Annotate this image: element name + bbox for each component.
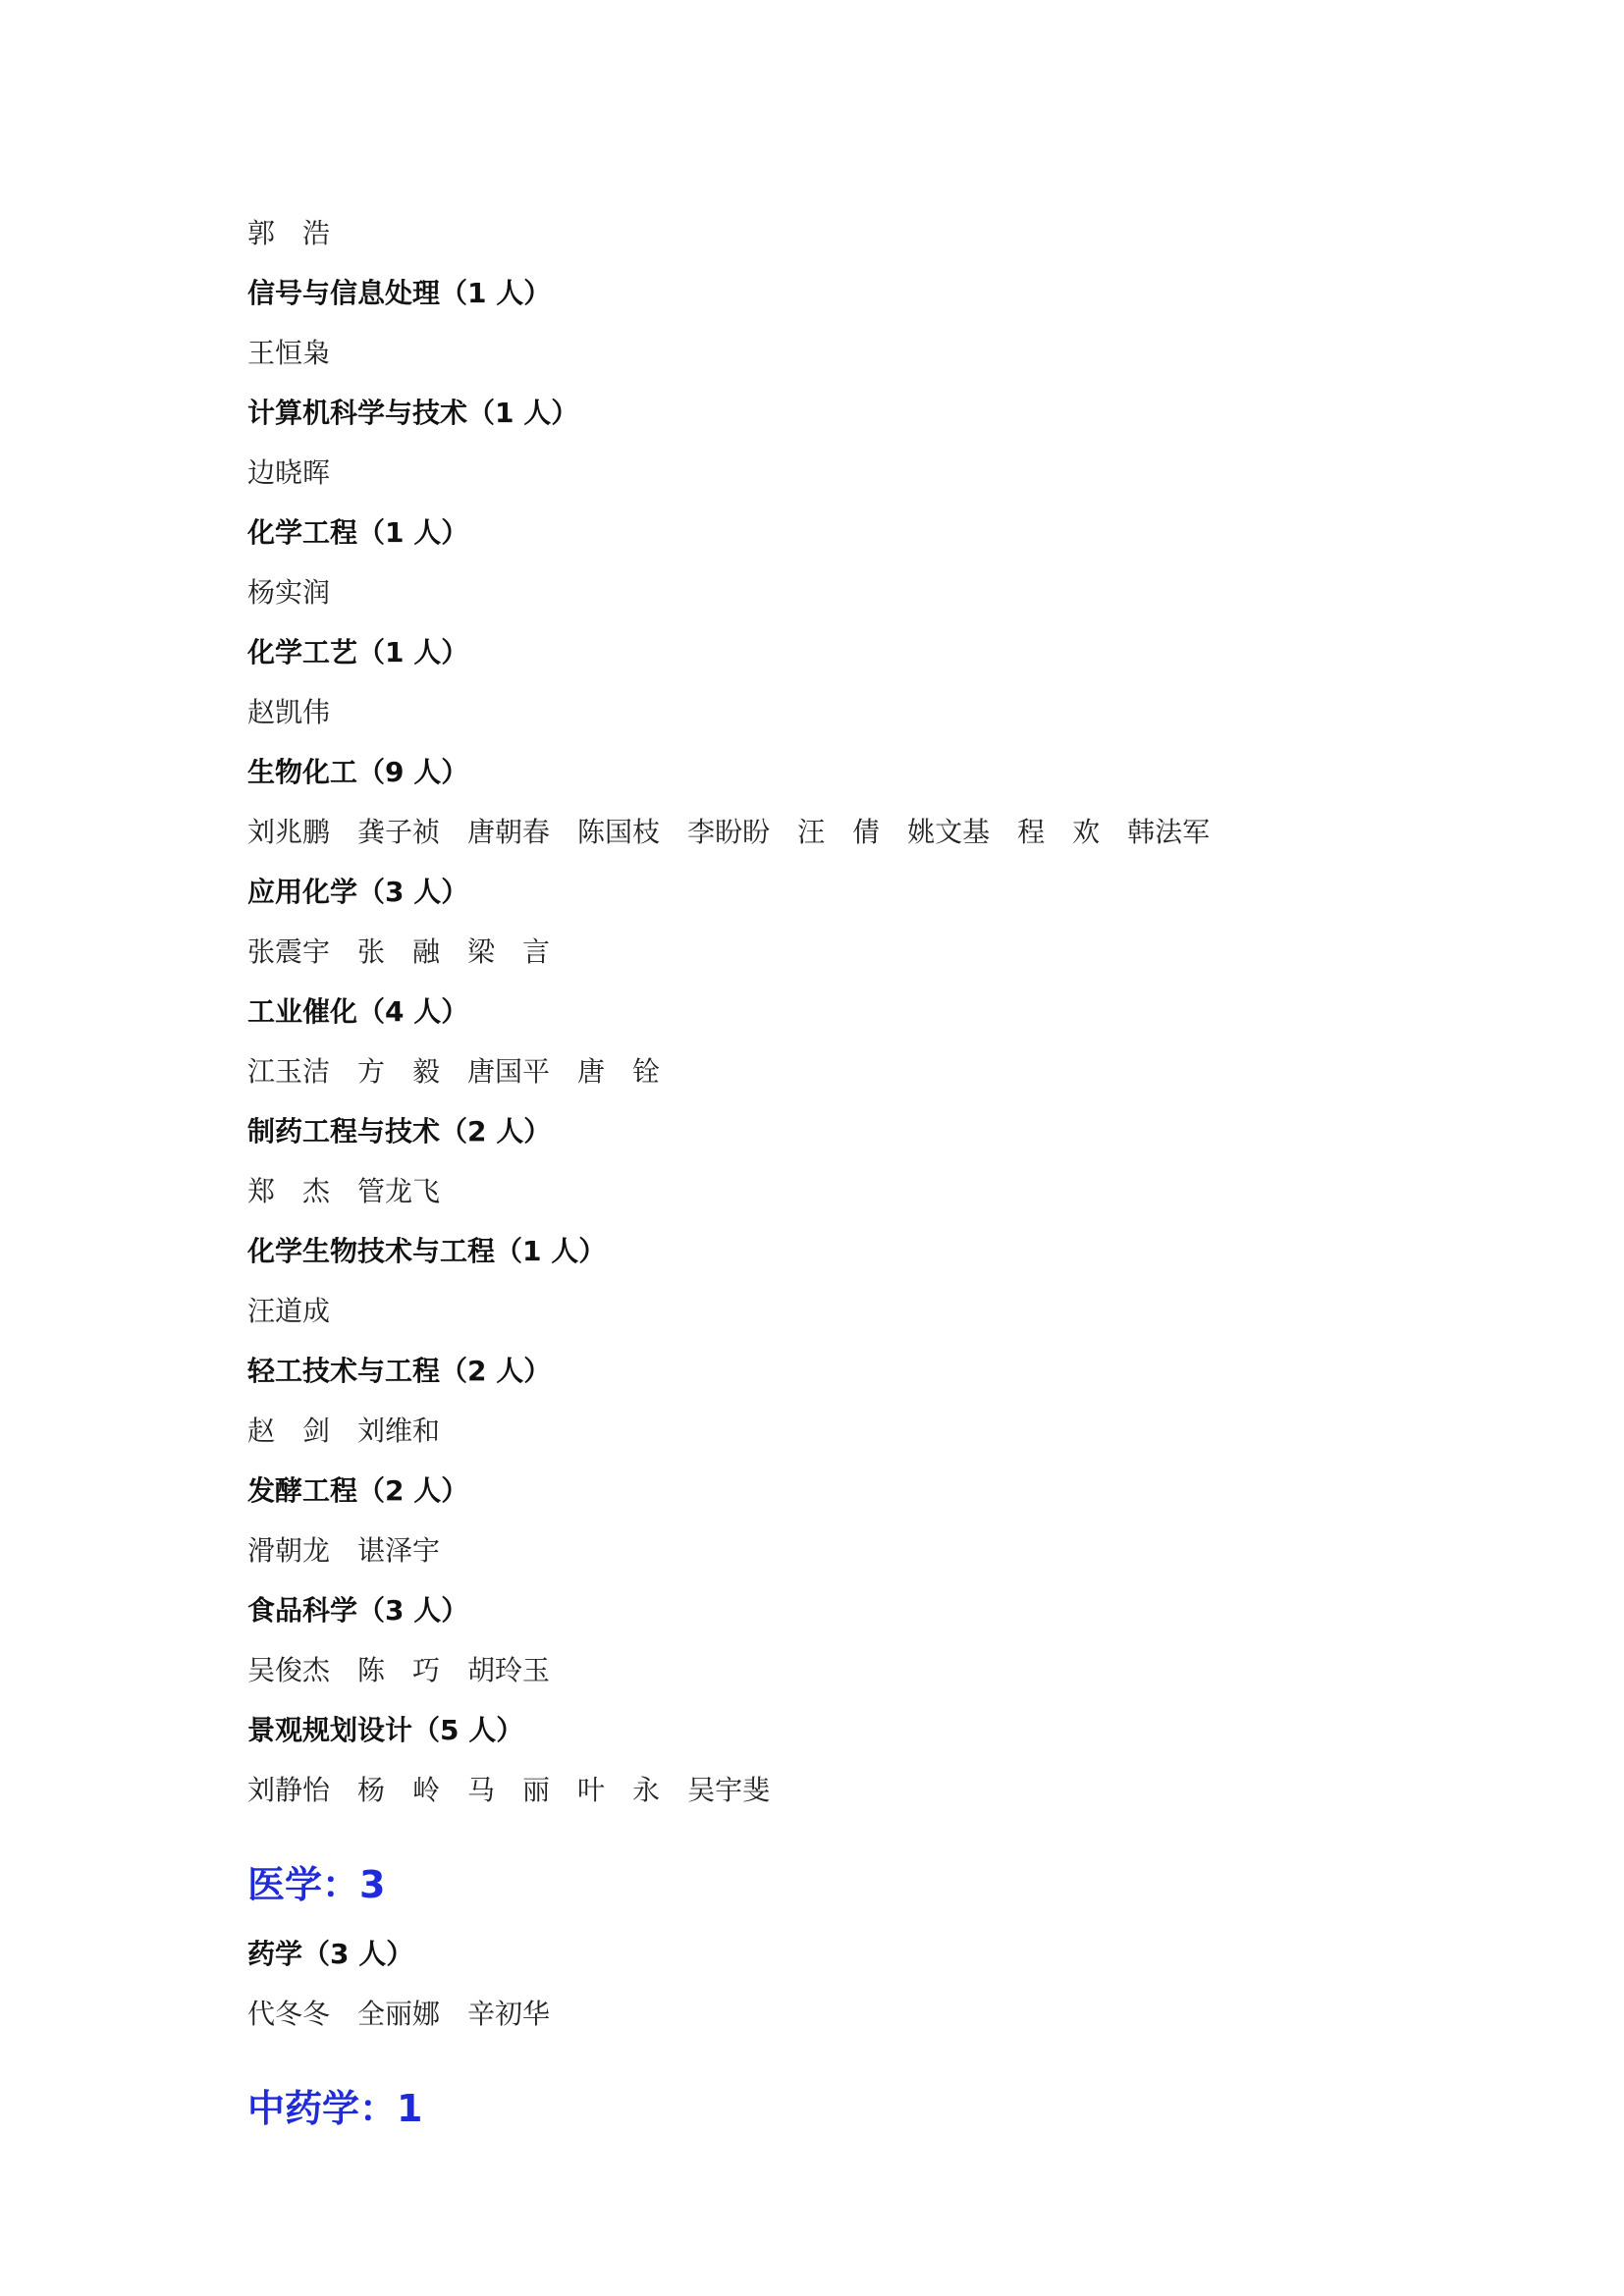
- person-name: 管龙飞: [357, 1174, 441, 1207]
- person-name: 姚文基: [907, 815, 991, 848]
- person-name: 方 毅: [357, 1054, 441, 1088]
- person-name: 张 融: [357, 934, 441, 968]
- person-name: 刘兆鹏: [247, 815, 331, 848]
- names-line: [247, 1519, 1426, 1578]
- major-heading: 计算机科学与技术（1 人）: [247, 396, 579, 429]
- person-name: 谌泽宇: [357, 1533, 441, 1567]
- major-heading: 化学工程（1 人）: [247, 515, 469, 549]
- major-heading: 信号与信息处理（1 人）: [247, 276, 552, 309]
- names-line: [247, 680, 1426, 740]
- person-name: 程 欢: [1017, 815, 1101, 848]
- person-name: 梁 言: [467, 934, 551, 968]
- person-name: 韩法军: [1127, 815, 1211, 848]
- names-line: [247, 1159, 1426, 1219]
- names-line: [247, 920, 1426, 980]
- names-line: [247, 561, 1426, 620]
- person-name: 马 丽: [467, 1773, 551, 1806]
- major-heading: 生物化工（9 人）: [247, 755, 469, 788]
- section-title: 医学：3: [247, 1862, 386, 1906]
- names-line: [247, 800, 1426, 860]
- person-name: 杨 岭: [357, 1773, 441, 1806]
- person-name: 刘维和: [357, 1414, 441, 1447]
- person-name: 全丽娜: [357, 1997, 441, 2030]
- names-line: [247, 1399, 1426, 1459]
- major-heading: 发酵工程（2 人）: [247, 1473, 469, 1507]
- person-name: 胡玲玉: [467, 1653, 551, 1686]
- person-name: 郭 浩: [247, 216, 331, 249]
- major-heading: 食品科学（3 人）: [247, 1593, 469, 1627]
- person-name: 龚子祯: [357, 815, 441, 848]
- major-heading: 工业催化（4 人）: [247, 994, 469, 1028]
- major-heading: 轻工技术与工程（2 人）: [247, 1354, 552, 1387]
- names-line: [247, 321, 1426, 381]
- person-name: 陈 巧: [357, 1653, 441, 1686]
- person-name: 江玉洁: [247, 1054, 331, 1088]
- names-line: [247, 1040, 1426, 1099]
- person-name: 滑朝龙: [247, 1533, 331, 1567]
- major-heading: 制药工程与技术（2 人）: [247, 1114, 552, 1148]
- person-name: 陈国枝: [577, 815, 661, 848]
- document-page: [247, 201, 1426, 2146]
- names-line: [247, 1279, 1426, 1339]
- names-line: [247, 1758, 1426, 1818]
- person-name: 唐 铨: [577, 1054, 661, 1088]
- section-title: 中药学：1: [247, 2086, 423, 2130]
- names-line: [247, 1982, 1426, 2042]
- major-heading: 应用化学（3 人）: [247, 875, 469, 908]
- person-name: 刘静怡: [247, 1773, 331, 1806]
- major-heading: 化学生物技术与工程（1 人）: [247, 1234, 607, 1267]
- person-name: 李盼盼: [687, 815, 771, 848]
- person-name: 代冬冬: [247, 1997, 331, 2030]
- person-name: 辛初华: [467, 1997, 551, 2030]
- person-name: 唐朝春: [467, 815, 551, 848]
- person-name: 汪道成: [247, 1294, 331, 1327]
- major-heading: 化学工艺（1 人）: [247, 635, 469, 668]
- names-line: [247, 201, 1426, 261]
- person-name: 汪 倩: [797, 815, 881, 848]
- person-name: 赵 剑: [247, 1414, 331, 1447]
- names-line: [247, 1638, 1426, 1698]
- major-heading: 景观规划设计（5 人）: [247, 1713, 524, 1746]
- names-line: [247, 441, 1426, 501]
- person-name: 吴俊杰: [247, 1653, 331, 1686]
- person-name: 唐国平: [467, 1054, 551, 1088]
- major-heading: 药学（3 人）: [247, 1937, 414, 1970]
- person-name: 张震宇: [247, 934, 331, 968]
- person-name: 边晓晖: [247, 455, 331, 489]
- person-name: 郑 杰: [247, 1174, 331, 1207]
- person-name: 杨实润: [247, 575, 331, 609]
- person-name: 叶 永: [577, 1773, 661, 1806]
- person-name: 吴宇斐: [687, 1773, 771, 1806]
- person-name: 王恒枭: [247, 336, 331, 369]
- person-name: 赵凯伟: [247, 695, 331, 728]
